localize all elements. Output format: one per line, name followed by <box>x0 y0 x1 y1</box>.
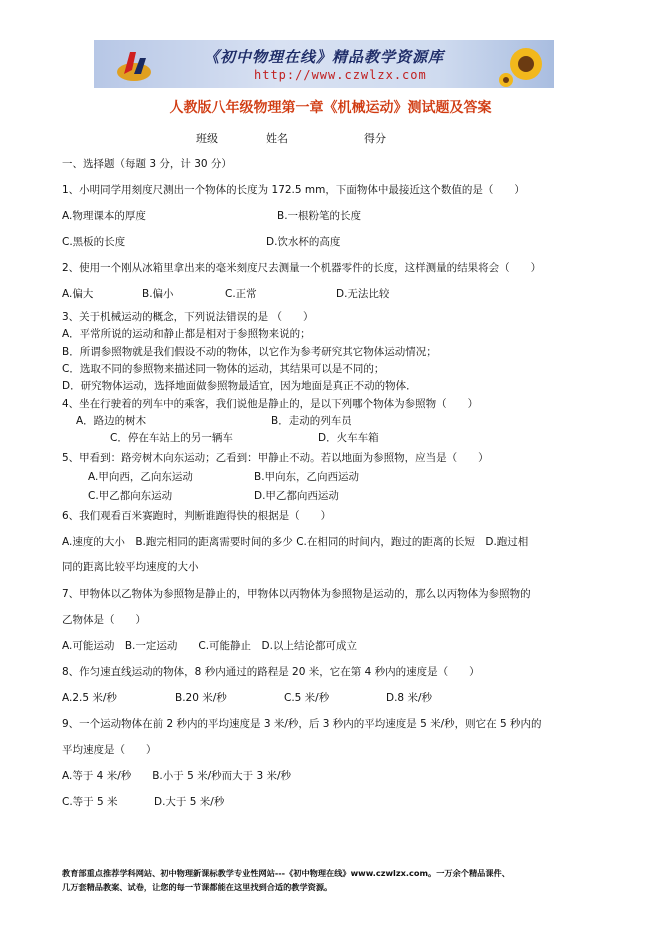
q3-option-d: D．研究物体运动，选择地面做参照物最适宜，因为地面是真正不动的物体． <box>62 380 417 392</box>
q8-option-a: A.2.5 米/秒 <box>62 692 117 704</box>
site-logo-icon <box>116 48 152 82</box>
q3-option-c: C．选取不同的参照物来描述同一物体的运动，其结果可以是不同的； <box>62 363 385 375</box>
question-9-cont: 平均速度是（ ） <box>62 744 157 756</box>
q8-option-b: B.20 米/秒 <box>175 692 227 704</box>
q9-options-ab: A.等于 4 米/秒 B.小于 5 米/秒而大于 3 米/秒 <box>62 770 292 782</box>
page-footer <box>62 866 622 894</box>
q3-option-b: B．所谓参照物就是我们假设不动的物体，以它作为参考研究其它物体运动情况； <box>62 346 437 358</box>
q2-option-d: D.无法比较 <box>336 288 390 300</box>
banner-title: 《初中物理在线》精品教学资源库 <box>204 48 445 66</box>
question-5: 5、甲看到：路旁树木向东运动；乙看到：甲静止不动。若以地面为参照物，应当是（ ） <box>62 452 489 464</box>
q4-option-a: A．路边的树木 <box>76 415 147 427</box>
q4-option-c: C．停在车站上的另一辆车 <box>110 432 233 444</box>
q1-option-d: D.饮水杯的高度 <box>266 236 341 248</box>
question-9: 9、一个运动物体在前 2 秒内的平均速度是 3 米/秒，后 3 秒内的平均速度是 5 米/秒，则它在 5 秒内的 <box>62 718 542 730</box>
question-6: 6、我们观看百米赛跑时，判断谁跑得快的根据是（ ） <box>62 510 332 522</box>
question-7-cont: 乙物体是（ ） <box>62 614 146 626</box>
class-label: 班级 <box>196 132 218 145</box>
q2-option-a: A.偏大 <box>62 288 94 300</box>
score-label: 得分 <box>364 132 386 145</box>
q1-option-c: C.黑板的长度 <box>62 236 126 248</box>
q5-option-b: B.甲向东，乙向西运动 <box>254 471 360 483</box>
header-banner <box>94 40 554 88</box>
q5-option-a: A.甲向西，乙向东运动 <box>88 471 193 483</box>
question-8: 8、作匀速直线运动的物体，8 秒内通过的路程是 20 米，它在第 4 秒内的速度是（ ） <box>62 666 480 678</box>
q4-option-b: B．走动的列车员 <box>271 415 352 427</box>
q2-option-b: B.偏小 <box>142 288 174 300</box>
question-2: 2、使用一个刚从冰箱里拿出来的毫米刻度尺去测量一个机器零件的长度，这样测量的结果将会（ ） <box>62 262 542 274</box>
document-title: 人教版八年级物理第一章《机械运动》测试题及答案 <box>169 100 492 116</box>
q3-option-a: A．平常所说的运动和静止都是相对于参照物来说的； <box>62 328 311 340</box>
q8-option-c: C.5 米/秒 <box>284 692 330 704</box>
q6-options-cont: 同的距离比较平均速度的大小 <box>62 561 199 573</box>
q6-options: A.速度的大小 B.跑完相同的距离需要时间的多少 C.在相同的时间内，跑过的距离的长短 D.跑过相 <box>62 536 529 548</box>
q1-option-b: B.一根粉笔的长度 <box>277 210 362 222</box>
q2-option-c: C.正常 <box>225 288 257 300</box>
q1-option-a: A.物理课本的厚度 <box>62 210 146 222</box>
question-1: 1、小明同学用刻度尺测出一个物体的长度为 172.5 mm，下面物体中最接近这个数值的是（ ） <box>62 184 525 196</box>
q9-option-c: C.等于 5 米 <box>62 796 118 808</box>
q9-option-d: D.大于 5 米/秒 <box>154 796 225 808</box>
footer-line-1: 教育部重点推荐学科网站、初中物理新课标教学专业性网站---《初中物理在线》www.czwlzx.com。一万余个精品课件、 <box>62 868 510 878</box>
name-label: 姓名 <box>266 132 288 145</box>
question-7: 7、甲物体以乙物体为参照物是静止的，甲物体以丙物体为参照物是运动的，那么以丙物体为参照物的 <box>62 588 531 600</box>
sunflower-icon <box>498 44 550 88</box>
banner-url: http://www.czwlzx.com <box>254 68 427 82</box>
q5-option-d: D.甲乙都向西运动 <box>254 490 339 502</box>
q5-option-c: C.甲乙都向东运动 <box>88 490 173 502</box>
section-heading: 一、选择题（每题 3 分，计 30 分） <box>62 158 232 170</box>
q7-options: A.可能运动 B.一定运动 C.可能静止 D.以上结论都可成立 <box>62 640 357 652</box>
question-4: 4、坐在行驶着的列车中的乘客，我们说他是静止的，是以下列哪个物体为参照物（ ） <box>62 398 479 410</box>
question-3: 3、关于机械运动的概念，下列说法错误的是 （ ） <box>62 311 314 323</box>
footer-line-2: 几万套精品教案、试卷，让您的每一节课都能在这里找到合适的教学资源。 <box>62 882 333 892</box>
q4-option-d: D．火车车箱 <box>318 432 379 444</box>
q8-option-d: D.8 米/秒 <box>386 692 432 704</box>
